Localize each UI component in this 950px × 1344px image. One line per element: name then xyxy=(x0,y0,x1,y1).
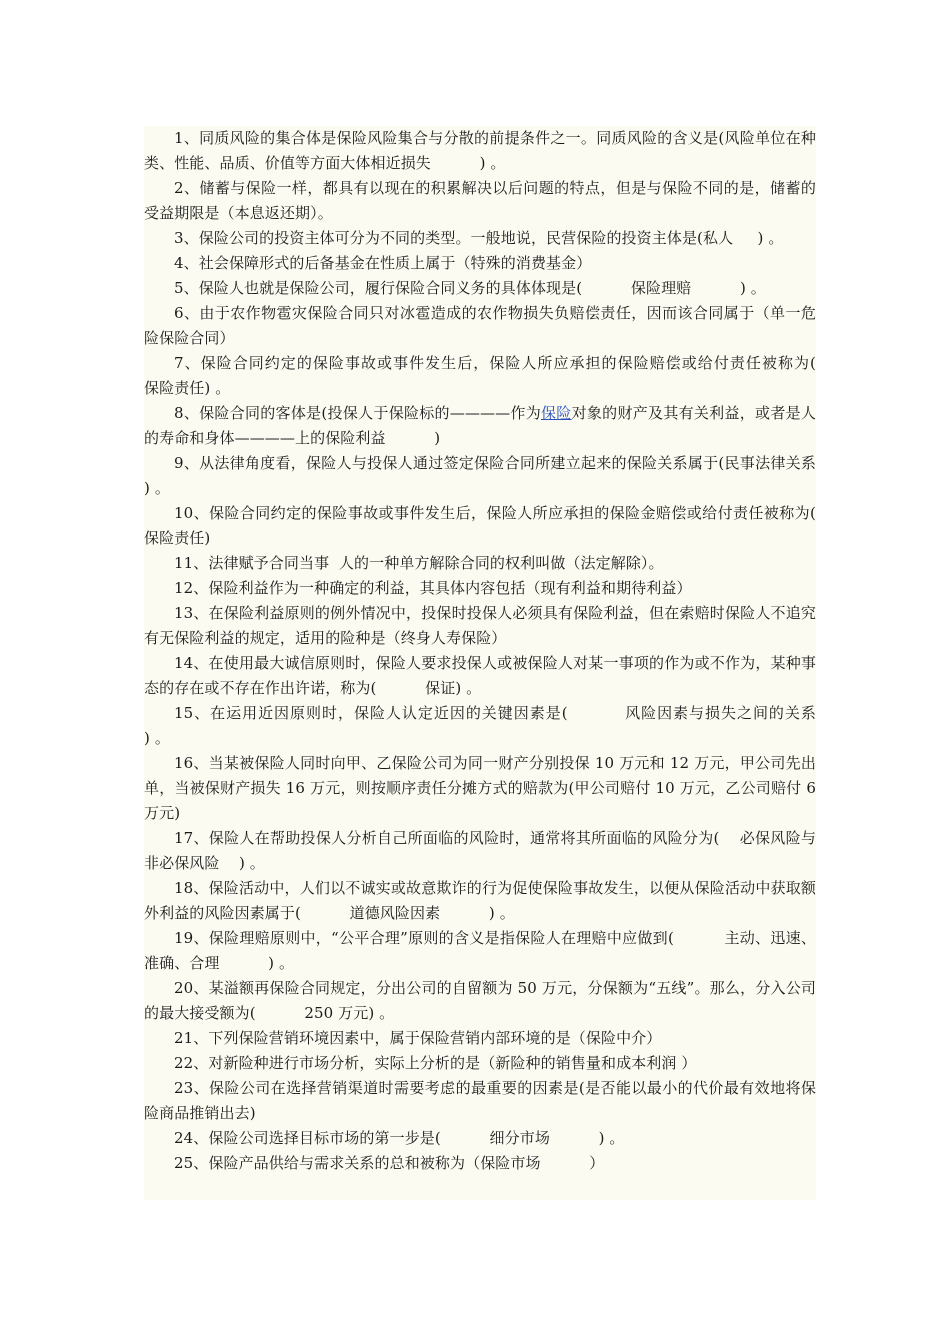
question-item: 7、保险合同约定的保险事故或事件发生后，保险人所应承担的保险赔偿或给付责任被称为( 保险责任) 。 xyxy=(144,354,865,397)
insurance-link[interactable]: 保险 xyxy=(541,404,572,422)
question-item: 11、法律赋予合同当事 人的一种单方解除合同的权利叫做（法定解除）。 xyxy=(174,554,664,572)
question-item: 18、保险活动中，人们以不诚实或故意欺诈的行为促使保险事故发生，以便从保险活动中获取额外利益的风险因素属于( 道德风险因素 ) 。 xyxy=(144,879,816,922)
question-list xyxy=(144,126,865,1200)
question-item: 15、在运用近因原则时，保险人认定近因的关键因素是( 风险因素与损失之间的关系 ) 。 xyxy=(144,704,865,747)
question-item: 10、保险合同约定的保险事故或事件发生后，保险人所应承担的保险金赔偿或给付责任被称为( 保险责任) xyxy=(144,504,865,547)
question-item: 5、保险人也就是保险公司，履行保险合同义务的具体体现是( 保险理赔 ) 。 xyxy=(174,279,766,297)
question-item: 6、由于农作物雹灾保险合同只对冰雹造成的农作物损失负赔偿责任，因而该合同属于（单一危险保险合同） xyxy=(144,304,816,347)
question-item: 21、下列保险营销环境因素中，属于保险营销内部环境的是（保险中介） xyxy=(174,1029,662,1047)
question-item: 23、保险公司在选择营销渠道时需要考虑的最重要的因素是(是否能以最小的代价最有效地将保险商品推销出去) xyxy=(144,1079,816,1122)
question-item: 3、保险公司的投资主体可分为不同的类型。一般地说，民营保险的投资主体是(私人 ) 。 xyxy=(174,229,784,247)
question-item: 24、保险公司选择目标市场的第一步是( 细分市场 ) 。 xyxy=(174,1129,625,1147)
question-item: 17、保险人在帮助投保人分析自己所面临的风险时，通常将其所面临的风险分为( 必保风险与非必保风险 ) 。 xyxy=(144,829,816,872)
question-item: 4、社会保障形式的后备基金在性质上属于（特殊的消费基金） xyxy=(174,254,592,272)
question-item: 13、在保险利益原则的例外情况中，投保时投保人必须具有保险利益，但在索赔时保险人不追究有无保险利益的规定，适用的险种是（终身人寿保险） xyxy=(144,604,816,647)
question-item: 22、对新险种进行市场分析，实际上分析的是（新险种的销售量和成本利润 ） xyxy=(174,1054,697,1072)
question-item: 2、储蓄与保险一样，都具有以现在的积累解决以后问题的特点，但是与保险不同的是，储蓄的受益期限是（本息返还期）。 xyxy=(144,179,816,222)
question-item: 16、当某被保险人同时向甲、乙保险公司为同一财产分别投保 10 万元和 12 万元，甲公司先出单，当被保财产损失 16 万元，则按顺序责任分摊方式的赔款为(甲公司赔付 10 万元，乙公司赔付 6 万元) xyxy=(144,754,821,822)
question-item: 19、保险理赔原则中，“公平合理”原则的含义是指保险人在理赔中应做到( 主动、迅速、准确、合理 ) 。 xyxy=(144,929,816,972)
question-item: 9、从法律角度看，保险人与投保人通过签定保险合同所建立起来的保险关系属于(民事法律关系 ) 。 xyxy=(144,454,865,497)
question-item: 12、保险利益作为一种确定的利益，其具体内容包括（现有利益和期待利益） xyxy=(174,579,692,597)
question-item: 20、某溢额再保险合同规定，分出公司的自留额为 50 万元，分保额为“五线”。那么，分入公司的最大接受额为( 250 万元) 。 xyxy=(144,979,816,1022)
question-item xyxy=(144,401,816,451)
question-item: 14、在使用最大诚信原则时，保险人要求投保人或被保险人对某一事项的作为或不作为，某种事态的存在或不存在作出许诺，称为( 保证) 。 xyxy=(144,654,816,697)
question-text-after-link: 对象的财产及其有关利益，或者是人的寿命和身体————上的保险利益 ) xyxy=(144,404,816,447)
question-item: 25、保险产品供给与需求关系的总和被称为（保险市场 ） xyxy=(174,1154,605,1172)
question-item: 1、同质风险的集合体是保险风险集合与分散的前提条件之一。同质风险的含义是(风险单位在种类、性能、品质、价值等方面大体相近损失 ) 。 xyxy=(144,129,816,172)
question-text-before-link: 8、保险合同的客体是(投保人于保险标的————作为 xyxy=(174,404,542,422)
